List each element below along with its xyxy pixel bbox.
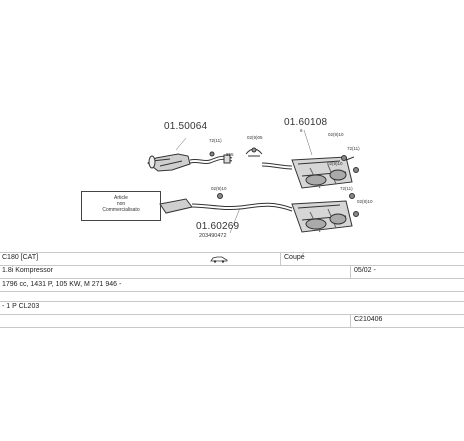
table-divider — [0, 314, 464, 315]
accessory-code[interactable]: 02(9)10 — [211, 186, 227, 191]
accessory-code[interactable]: 02(9)05 — [247, 135, 263, 140]
lower-rear-silencer — [292, 201, 352, 232]
part-number-front-pipe[interactable]: 01.50064 — [164, 121, 208, 132]
table-divider — [0, 265, 464, 266]
table-divider — [0, 291, 464, 292]
accessory-code[interactable]: 72(11) — [347, 146, 360, 151]
table-divider — [0, 252, 464, 253]
engine-spec: 1796 cc, 1431 P, 105 KW, M 271 946 - — [2, 281, 122, 288]
car-coupe-icon — [210, 255, 228, 263]
leader-lines — [176, 130, 312, 233]
accessory-code[interactable]: 02(8)10 — [357, 199, 373, 204]
accessory-code[interactable]: 72(11) — [340, 186, 353, 191]
lower-pipe — [160, 199, 292, 213]
body-type: Coupé — [284, 254, 305, 261]
part-number-rear-silencer-upper[interactable]: 01.60108 — [284, 117, 328, 128]
table-col-divider — [280, 252, 281, 265]
article-not-commercialised-box — [81, 191, 161, 221]
table-col-divider — [350, 314, 351, 327]
accessory-code[interactable]: 02(9)10 — [328, 132, 344, 137]
accessory-code[interactable]: 02(9)10 — [327, 161, 343, 166]
accessory-code[interactable]: 72(11) — [209, 138, 222, 143]
production-date: 05/02 - — [354, 267, 376, 274]
table-divider — [0, 278, 464, 279]
clamp-part — [246, 148, 262, 156]
engine-type: 1.8i Kompressor — [2, 267, 53, 274]
article-box-line: Commercialisato — [102, 207, 140, 213]
table-divider — [0, 327, 464, 328]
catalog-code[interactable]: C210406 — [354, 316, 383, 323]
article-box-line: Article — [114, 195, 128, 201]
article-box-line: non — [116, 201, 126, 207]
chassis-code: - 1 P CL203 — [2, 303, 40, 310]
accessory-code: 6 — [300, 128, 303, 133]
table-divider — [0, 301, 464, 302]
table-col-divider — [350, 265, 351, 278]
front-pipe-catalyst — [148, 154, 232, 171]
vehicle-model: C180 [CAT] — [2, 254, 39, 261]
sub-reference-lower: 203490472 — [199, 233, 227, 239]
accessory-code[interactable]: 855 — [226, 152, 234, 157]
part-number-rear-silencer-lower[interactable]: 01.60269 — [196, 221, 240, 232]
